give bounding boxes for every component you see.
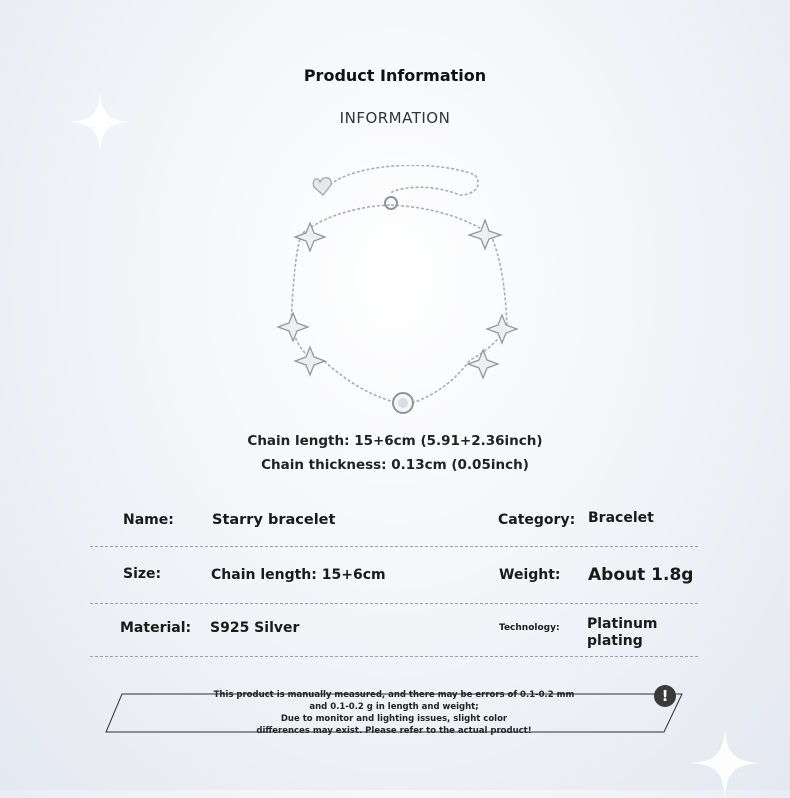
page-title: Product Information [303, 66, 487, 85]
size-value: Chain length: 15+6cm [211, 567, 386, 583]
chain-thickness-spec: Chain thickness: 0.13cm (0.05inch) [261, 457, 529, 473]
name-label: Name: [123, 512, 174, 528]
technology-label: Technology: [499, 623, 560, 633]
table-divider [90, 603, 698, 604]
weight-label: Weight: [499, 567, 561, 583]
disclaimer-line: and 0.1-0.2 g in length and weight; [309, 702, 479, 712]
material-label: Material: [120, 620, 192, 636]
table-divider [90, 656, 698, 657]
name-value: Starry bracelet [212, 512, 336, 528]
category-value: Bracelet [588, 510, 654, 526]
table-divider [90, 546, 698, 547]
exclamation-icon: ! [654, 685, 676, 707]
page-subtitle: INFORMATION [339, 109, 451, 127]
technology-value: Platinum plating [587, 616, 658, 649]
bracelet-image [265, 165, 525, 420]
size-label: Size: [123, 566, 162, 582]
disclaimer-line: Due to monitor and lighting issues, slight color [280, 714, 508, 724]
disclaimer-text [184, 689, 604, 737]
category-label: Category: [498, 512, 576, 528]
chain-length-spec: Chain length: 15+6cm (5.91+2.36inch) [247, 433, 543, 449]
disclaimer-notice [104, 688, 686, 734]
disclaimer-line: differences may exist. Please refer to the actual product! [256, 726, 532, 736]
sparkle-icon [690, 728, 760, 798]
material-value: S925 Silver [210, 620, 300, 636]
disclaimer-line: This product is manually measured, and there may be errors of 0.1-0.2 mm [213, 690, 575, 700]
weight-value: About 1.8g [588, 565, 694, 585]
